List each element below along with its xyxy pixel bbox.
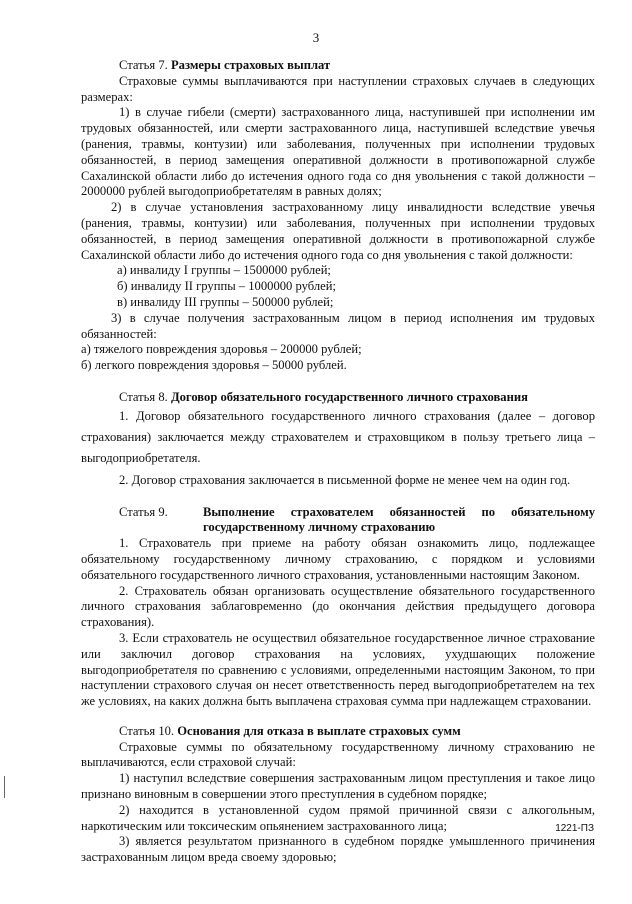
article-9-title-line-1: Выполнение страхователем обязанностей по обязательному bbox=[203, 504, 595, 519]
article-9-title bbox=[203, 505, 595, 537]
article-10-title: Основания для отказа в выплате страховых сумм bbox=[177, 723, 461, 738]
article-7-item-3b: б) легкого повреждения здоровья – 50000 рублей. bbox=[81, 358, 347, 373]
article-10 bbox=[81, 724, 595, 866]
article-8 bbox=[81, 390, 595, 489]
article-8-label: Статья 8. bbox=[119, 389, 168, 404]
article-7-label: Статья 7. bbox=[119, 58, 168, 72]
article-7 bbox=[81, 58, 595, 374]
article-8-title: Договор обязательного государственного личного страхования bbox=[170, 389, 528, 404]
article-10-item-3: 3) является результатом признанного в судебном порядке умышленного причинения застрахованным лицом вреда своему здоровью; bbox=[81, 834, 595, 865]
article-9-heading bbox=[81, 505, 595, 537]
article-9-label: Статья 9. bbox=[119, 504, 168, 519]
article-10-item-2: 2) находится в установленной судом прямой причинной связи с алкогольным, наркотическим или токсическим опьянением застрахованного лица; bbox=[81, 802, 595, 833]
article-8-paragraph-2: 2. Договор страхования заключается в письменной форме не менее чем на один год. bbox=[119, 472, 571, 487]
article-9-paragraph-1: 1. Страхователь при приеме на работу обязан ознакомить лицо, подлежащее обязательному государственному личному страхованию, с порядком и условиями обязательного государственного личного страхования, установленными настоящим Законом. bbox=[81, 536, 595, 582]
page-number: 3 bbox=[312, 30, 320, 45]
article-9-title-line-2: государственному личному страхованию bbox=[203, 520, 436, 535]
document-body bbox=[81, 58, 595, 866]
article-7-item-2: 2) в случае установления застрахованному лицу инвалидности вследствие увечья (ранения, травмы, контузии) или заболевания, полученных при исполнении трудовых обязанностей, в период замещения оперативной должности в противопожарной службе Сахалинской области либо до истечения одного года со дня увольнения с такой должности: bbox=[81, 200, 595, 262]
article-7-item-2b: б) инвалиду II группы – 1000000 рублей; bbox=[117, 279, 336, 294]
article-7-item-2c: в) инвалиду III группы – 500000 рублей; bbox=[117, 294, 334, 309]
document-code: 1221-ПЗ bbox=[555, 823, 594, 834]
article-10-label: Статья 10. bbox=[119, 723, 175, 738]
article-7-title: Размеры страховых выплат bbox=[170, 58, 331, 72]
article-7-heading bbox=[81, 58, 595, 74]
article-10-heading bbox=[81, 724, 595, 740]
article-7-item-3: 3) в случае получения застрахованным лицом в период исполнения им трудовых обязанностей: bbox=[81, 310, 595, 341]
article-9 bbox=[81, 505, 595, 710]
scan-artifact bbox=[4, 776, 5, 798]
article-10-item-1: 1) наступил вследствие совершения застрахованным лицом преступления и такое лицо признано виновным в совершении этого преступления в судебном порядке; bbox=[81, 771, 595, 802]
article-7-item-3a: а) тяжелого повреждения здоровья – 200000 рублей; bbox=[81, 342, 362, 357]
article-8-heading bbox=[81, 390, 595, 406]
article-7-item-1: 1) в случае гибели (смерти) застрахованного лица, наступившей при исполнении им трудовых обязанностей, или смерти застрахованного лица, наступившей вследствие увечья (ранения, травмы, контузии) или заболевания, полученных при исполнении трудовых обязанностей, в период замещения оперативной должности в противопожарной службе Сахалинской области либо до истечения одного года со дня увольнения с такой должности – 2000000 рублей выгодоприобретателям в равных долях; bbox=[81, 105, 595, 199]
article-7-item-2a: а) инвалиду I группы – 1500000 рублей; bbox=[117, 263, 331, 278]
article-7-intro: Страховые суммы выплачиваются при наступлении страховых случаев в следующих размерах: bbox=[81, 73, 595, 104]
article-10-intro: Страховые суммы по обязательному государственному личному страхованию не выплачиваются, если страховой случай: bbox=[81, 739, 595, 770]
article-9-paragraph-3: 3. Если страхователь не осуществил обязательное государственное личное страхование или заключил договор страхования на условиях, ухудшающих положение выгодоприобретателя по сравнению с условиями, определенными настоящим Законом, то при наступлении страхового случая он несет ответственность перед выгодоприобретателем на тех же условиях, на каких должна быть выплачена страховая сумма при надлежащем страховании. bbox=[81, 630, 595, 709]
article-8-paragraph-1: 1. Договор обязательного государственного личного страхования (далее – договор страхования) заключается между страхователем и страховщиком в пользу третьего лица – выгодоприобретателя. bbox=[81, 408, 595, 465]
article-9-paragraph-2: 2. Страхователь обязан организовать осуществление обязательного государственного личного страхования заблаговременно (до окончания действия предыдущего договора страхования). bbox=[81, 583, 595, 630]
